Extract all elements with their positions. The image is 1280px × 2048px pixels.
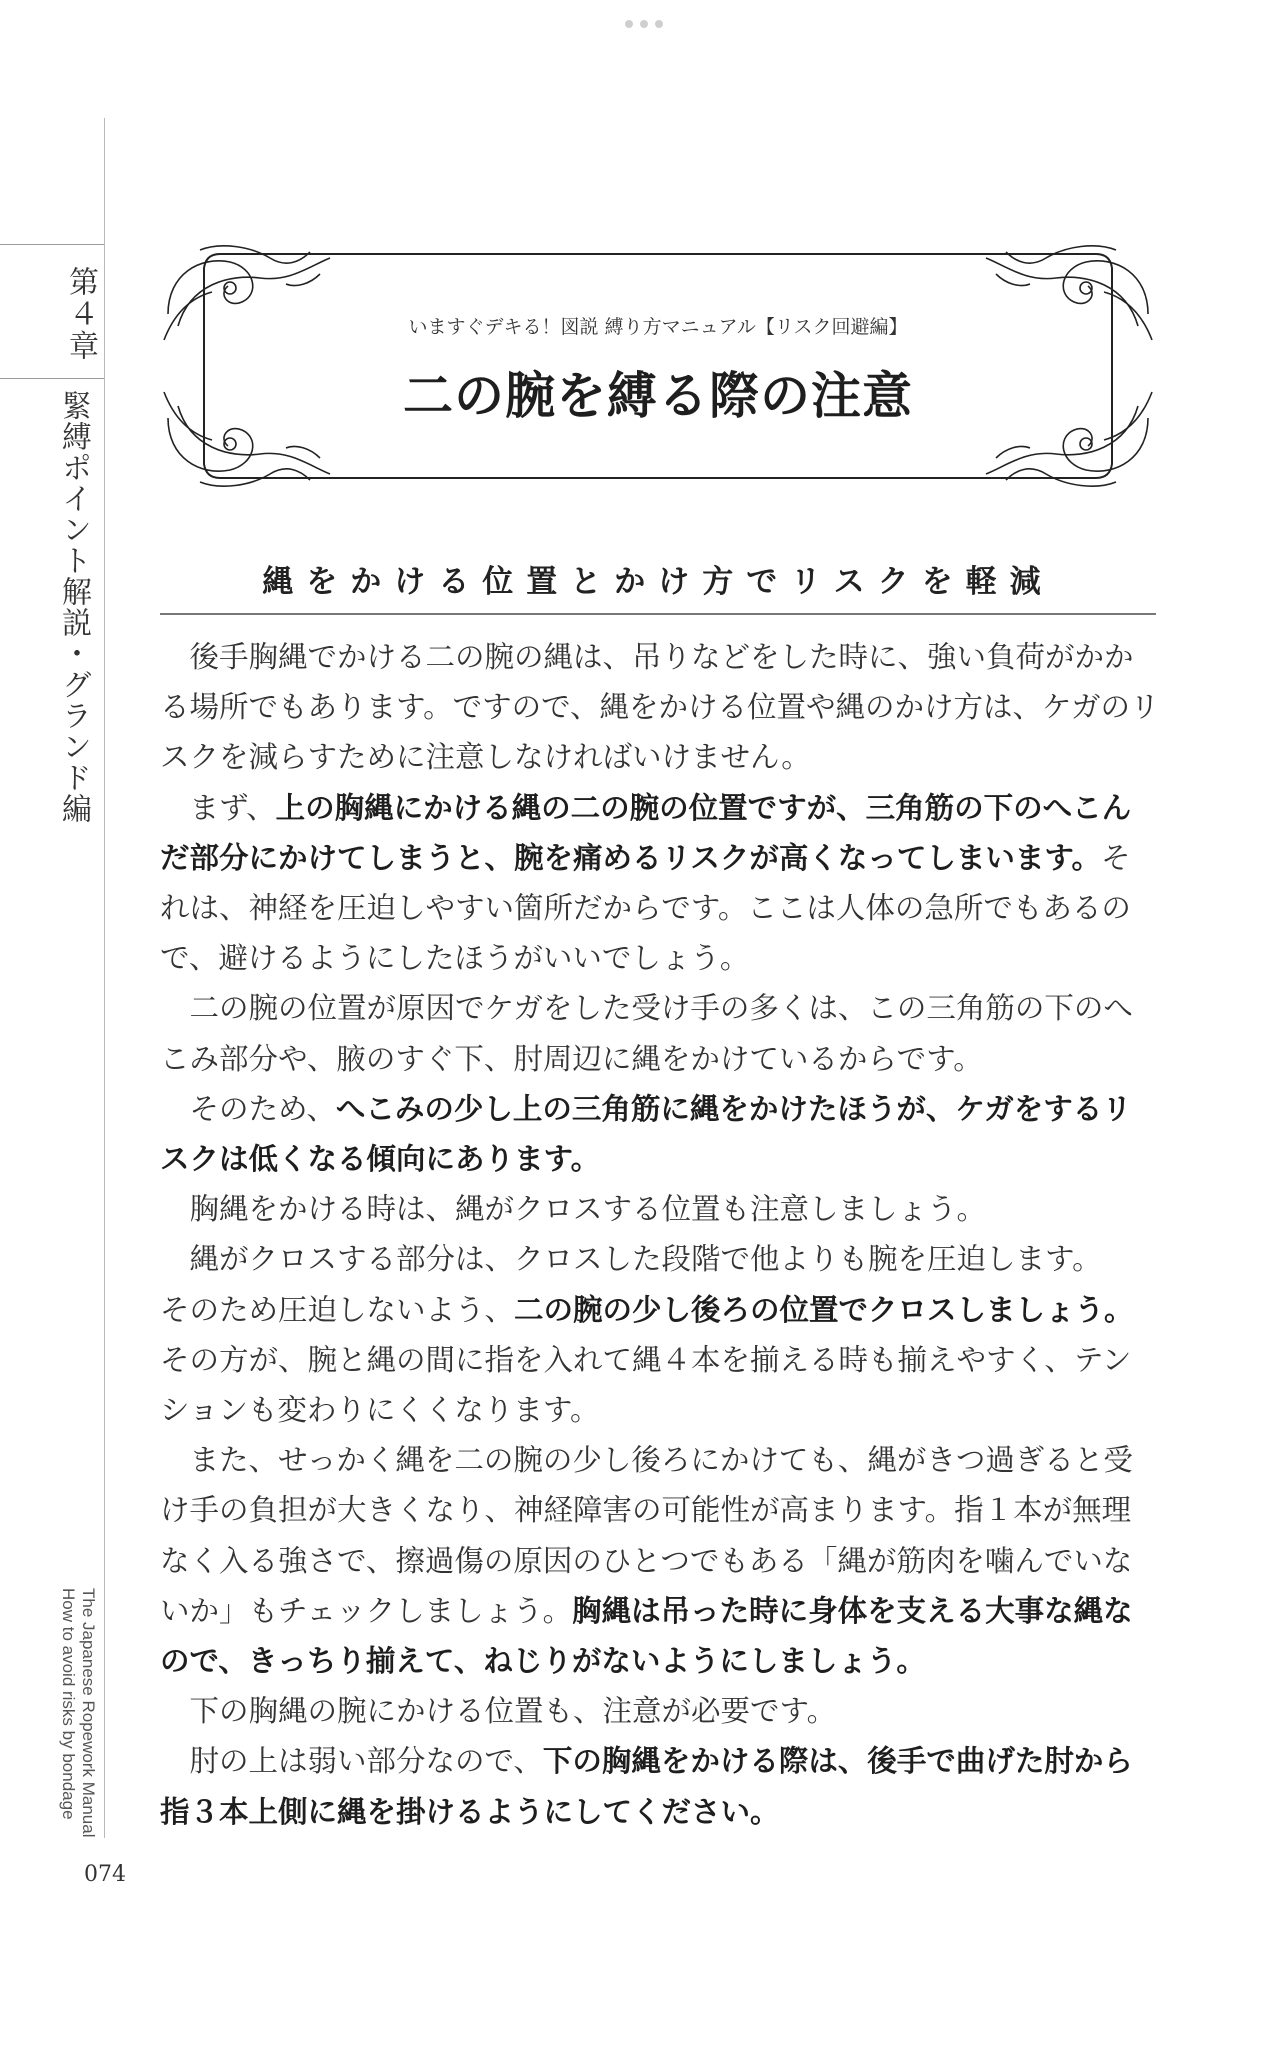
- emphasized-text: 上の胸縄にかける縄の二の腕の位置ですが、三角筋の下のへこんだ部分にかけてしまうと、腕を痛めるリスクが高くなってしまいます。: [160, 790, 1132, 875]
- english-title-line-2: How to avoid risks by bondage: [59, 1588, 78, 1820]
- heading-underline: [160, 613, 1156, 615]
- body-paragraph: [160, 632, 1160, 783]
- paragraph-text: そのため、: [189, 1091, 336, 1126]
- paragraph-text: 肘の上は弱い部分なので、: [189, 1744, 543, 1779]
- margin-rule-middle: [0, 378, 104, 379]
- paragraph-text: 後手胸縄でかける二の腕の縄は、吊りなどをした時に、強い負荷がかかる場所でもあります。ですので、縄をかける位置や縄のかけ方は、ケガのリスクを減らすために注意しなければいけません。: [160, 640, 1160, 775]
- english-title-line-1: The Japanese Ropework Manual: [79, 1588, 98, 1838]
- body-text: [160, 632, 1160, 1837]
- margin-vertical-rule: [104, 118, 105, 1838]
- section-heading: 縄をかける位置とかけ方でリスクを軽減: [262, 564, 1054, 600]
- page-indicator-dots: [625, 20, 663, 28]
- margin-rule-top: [0, 244, 104, 245]
- chapter-label: 第４章: [63, 266, 98, 362]
- body-paragraph: [160, 983, 1160, 1083]
- emphasized-text: 二の腕の少し後ろの位置でクロスしましょう。: [514, 1292, 1134, 1327]
- body-paragraph: [160, 1184, 1160, 1234]
- paragraph-text: それは、神経を圧迫しやすい箇所だからです。ここは人体の急所でもあるので、避けるようにしたほうがいいでしょう。: [160, 840, 1131, 976]
- body-paragraph: [160, 1435, 1160, 1686]
- body-paragraph: [160, 1285, 1160, 1436]
- emphasized-text: 胸縄は吊った時に身体を支える大事な縄なので、きっちり揃えて、ねじりがないようにしましょう。: [160, 1593, 1133, 1679]
- body-paragraph: [160, 1084, 1160, 1184]
- series-subtitle: いますぐデキる！図説 縛り方マニュアル【リスク回避編】: [408, 316, 908, 338]
- body-paragraph: [160, 1686, 1160, 1736]
- english-book-title: [58, 1588, 98, 1837]
- page-title: 二の腕を縛る際の注意: [403, 367, 913, 425]
- emphasized-text: へこみの少し上の三角筋に縄をかけたほうが、ケガをするリスクは低くなる傾向にあります。: [160, 1091, 1132, 1177]
- page-number: 074: [84, 1862, 126, 1887]
- paragraph-text: そのため圧迫しないよう、: [160, 1292, 515, 1327]
- paragraph-text: 胸縄をかける時は、縄がクロスする位置も注意しましょう。: [189, 1192, 987, 1227]
- paragraph-text: まず、: [189, 790, 276, 825]
- body-paragraph: [160, 783, 1160, 984]
- title-frame: [160, 244, 1156, 488]
- paragraph-text: その方が、腕と縄の間に指を入れて縄４本を揃える時も揃えやすく、テンションも変わりにくくなります。: [160, 1342, 1132, 1428]
- paragraph-text: 二の腕の位置が原因でケガをした受け手の多くは、この三角筋の下のへこみ部分や、腋のすぐ下、肘周辺に縄をかけているからです。: [160, 991, 1133, 1076]
- paragraph-text: 縄がクロスする部分は、クロスした段階で他よりも腕を圧迫します。: [189, 1242, 1102, 1277]
- paragraph-text: 下の胸縄の腕にかける位置も、注意が必要です。: [189, 1694, 837, 1729]
- body-paragraph: [160, 1736, 1160, 1836]
- section-label: 緊縛ポイント解説・グランド編: [56, 390, 91, 824]
- emphasized-text: 下の胸縄をかける際は、後手で曲げた肘から指３本上側に縄を掛けるようにしてください。: [160, 1744, 1133, 1829]
- body-paragraph: [160, 1234, 1160, 1284]
- paragraph-text: また、せっかく縄を二の腕の少し後ろにかけても、縄がきつ過ぎると受け手の負担が大きくなり、神経障害の可能性が高まります。指１本が無理なく入る強さで、擦過傷の原因のひとつでもある「縄が筋肉を噛んでいないか」もチェックしましょう。: [160, 1443, 1133, 1628]
